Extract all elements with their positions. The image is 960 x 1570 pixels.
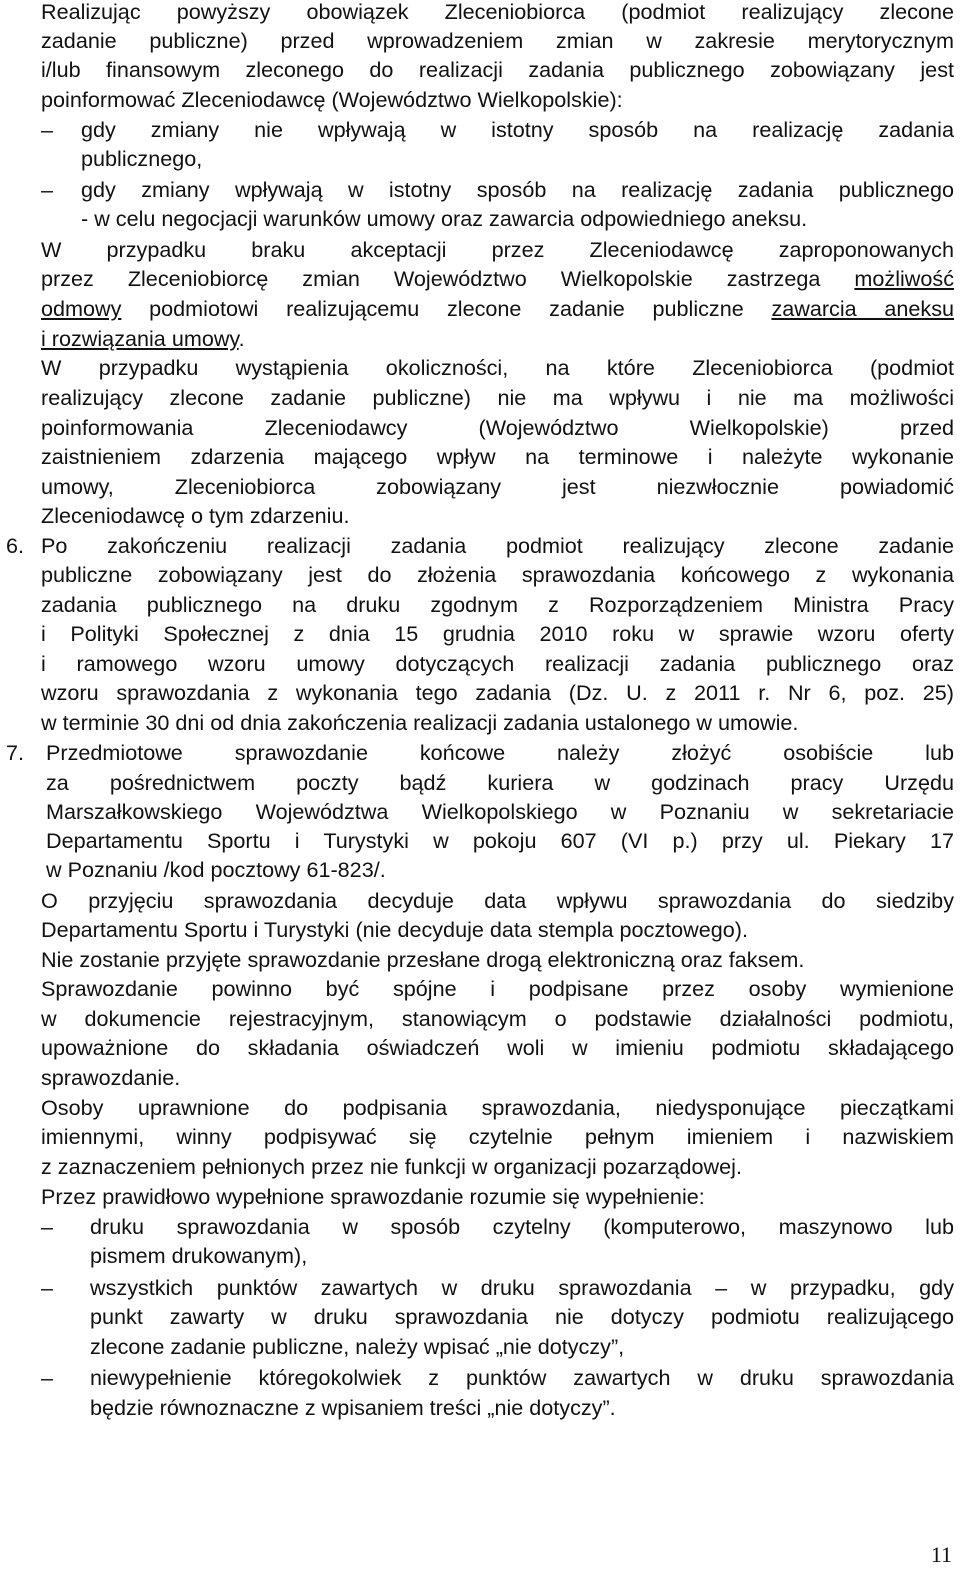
paragraph-line: Przez prawidłowo wypełnione sprawozdanie rozumie się wypełnienie: (41, 1184, 705, 1209)
paragraph-line: zaistnieniem zdarzenia mającego wpływ na terminowe i należyte wykonanie (41, 444, 954, 469)
bullet-line: - w celu negocjacji warunków umowy oraz zawarcia odpowiedniego aneksu. (81, 206, 808, 231)
paragraph-line: w dokumencie rejestracyjnym, stanowiącym o podstawie działalności podmiotu, (41, 1006, 954, 1031)
paragraph-line: zadanie publiczne) przed wprowadzeniem zmian w zakresie merytorycznym (41, 28, 954, 53)
list-item-line: wzoru sprawozdania z wykonania tego zadania (Dz. U. z 2011 r. Nr 6, poz. 25) (41, 680, 954, 705)
paragraph-line: Sprawozdanie powinno być spójne i podpisane przez osoby wymienione (41, 976, 954, 1001)
underlined-text: zawarcia aneksu (771, 296, 955, 321)
underlined-text: możliwość (854, 266, 954, 291)
paragraph-line (41, 264, 954, 294)
paragraph-line: realizujący zlecone zadanie publiczne) nie ma wpływu i nie ma możliwości (41, 385, 954, 410)
bullet-line: gdy zmiany nie wpływają w istotny sposób na realizację zadania (81, 117, 954, 142)
list-item-line: Departamentu Sportu i Turystyki w pokoju 607 (VI p.) przy ul. Piekary 17 (46, 828, 954, 853)
list-item-line: w Poznaniu /kod pocztowy 61-823/. (46, 857, 386, 882)
list-item-line: publiczne zobowiązany jest do złożenia sprawozdania końcowego z wykonania (41, 562, 954, 587)
paragraph-line: Realizując powyższy obowiązek Zleceniobiorca (podmiot realizujący zlecone (41, 0, 954, 24)
paragraph-line: Nie zostanie przyjęte sprawozdanie przesłane drogą elektroniczną oraz faksem. (41, 947, 805, 972)
bullet-line: pismem drukowanym), (90, 1243, 308, 1268)
list-item-line: i ramowego wzoru umowy dotyczących realizacji zadania publicznego oraz (41, 651, 954, 676)
dash-bullet: – (41, 1365, 54, 1390)
list-item-line: Przedmiotowe sprawozdanie końcowe należy złożyć osobiście lub (46, 740, 954, 765)
paragraph-line: upoważnione do składania oświadczeń woli w imieniu podmiotu składającego (41, 1035, 954, 1060)
list-item-line: w terminie 30 dni od dnia zakończenia realizacji zadania ustalonego w umowie. (41, 710, 799, 735)
list-item-line: Po zakończeniu realizacji zadania podmiot realizujący zlecone zadanie (41, 533, 954, 558)
list-item-line: za pośrednictwem poczty bądź kuriera w godzinach pracy Urzędu (46, 770, 954, 795)
paragraph-line: imiennymi, winny podpisywać się czytelnie pełnym imieniem i nazwiskiem (41, 1124, 954, 1149)
paragraph-line: z zaznaczeniem pełnionych przez nie funkcji w organizacji pozarządowej. (41, 1154, 742, 1179)
text-run: przez Zleceniobiorcę zmian Województwo Wielkopolskie zastrzega (41, 266, 855, 291)
paragraph-line: Zleceniodawcę o tym zdarzeniu. (41, 503, 350, 528)
bullet-line: punkt zawarty w druku sprawozdania nie dotyczy podmiotu realizującego (90, 1304, 954, 1329)
dash-bullet: – (41, 1214, 54, 1239)
text-run: . (238, 326, 245, 351)
paragraph-line (41, 324, 954, 354)
underlined-text: i rozwiązania umowy (41, 326, 239, 351)
dash-bullet: – (41, 1275, 54, 1300)
bullet-line: publicznego, (81, 146, 203, 171)
list-number: 7. (6, 740, 25, 765)
list-item-line: i Polityki Społecznej z dnia 15 grudnia 2010 roku w sprawie wzoru oferty (41, 621, 954, 646)
paragraph-line: Osoby uprawnione do podpisania sprawozdania, niedysponujące pieczątkami (41, 1095, 954, 1120)
paragraph-line: W przypadku braku akceptacji przez Zleceniodawcę zaproponowanych (41, 237, 954, 262)
paragraph-line (41, 294, 954, 324)
paragraph-line: W przypadku wystąpienia okoliczności, na które Zleceniobiorca (podmiot (41, 355, 954, 380)
paragraph-line: poinformować Zleceniodawcę (Województwo Wielkopolskie): (41, 87, 623, 112)
page-number: 11 (930, 1542, 952, 1567)
paragraph-line: Departamentu Sportu i Turystyki (nie decyduje data stempla pocztowego). (41, 917, 748, 942)
list-number: 6. (6, 533, 25, 558)
bullet-line: druku sprawozdania w sposób czytelny (komputerowo, maszynowo lub (90, 1214, 954, 1239)
dash-bullet: – (41, 117, 54, 142)
paragraph-line: umowy, Zleceniobiorca zobowiązany jest niezwłocznie powiadomić (41, 474, 954, 499)
paragraph-line: O przyjęciu sprawozdania decyduje data wpływu sprawozdania do siedziby (41, 888, 954, 913)
bullet-line: gdy zmiany wpływają w istotny sposób na realizację zadania publicznego (81, 177, 954, 202)
bullet-line: wszystkich punktów zawartych w druku sprawozdania – w przypadku, gdy (90, 1275, 954, 1300)
bullet-line: niewypełnienie któregokolwiek z punktów zawartych w druku sprawozdania (90, 1365, 954, 1390)
underlined-text: odmowy (41, 296, 122, 321)
paragraph-line: sprawozdanie. (41, 1065, 181, 1090)
bullet-line: będzie równoznaczne z wpisaniem treści „nie dotyczy”. (90, 1395, 616, 1420)
paragraph-line: i/lub finansowym zleconego do realizacji zadania publicznego zobowiązany jest (41, 57, 954, 82)
bullet-line: zlecone zadanie publiczne, należy wpisać „nie dotyczy”, (90, 1334, 625, 1359)
dash-bullet: – (41, 177, 54, 202)
text-run: podmiotowi realizującemu zlecone zadanie publiczne (121, 296, 772, 321)
list-item-line: Marszałkowskiego Województwa Wielkopolskiego w Poznaniu w sekretariacie (46, 799, 954, 824)
list-item-line: zadania publicznego na druku zgodnym z Rozporządzeniem Ministra Pracy (41, 592, 954, 617)
paragraph-line: poinformowania Zleceniodawcy (Województwo Wielkopolskie) przed (41, 415, 954, 440)
